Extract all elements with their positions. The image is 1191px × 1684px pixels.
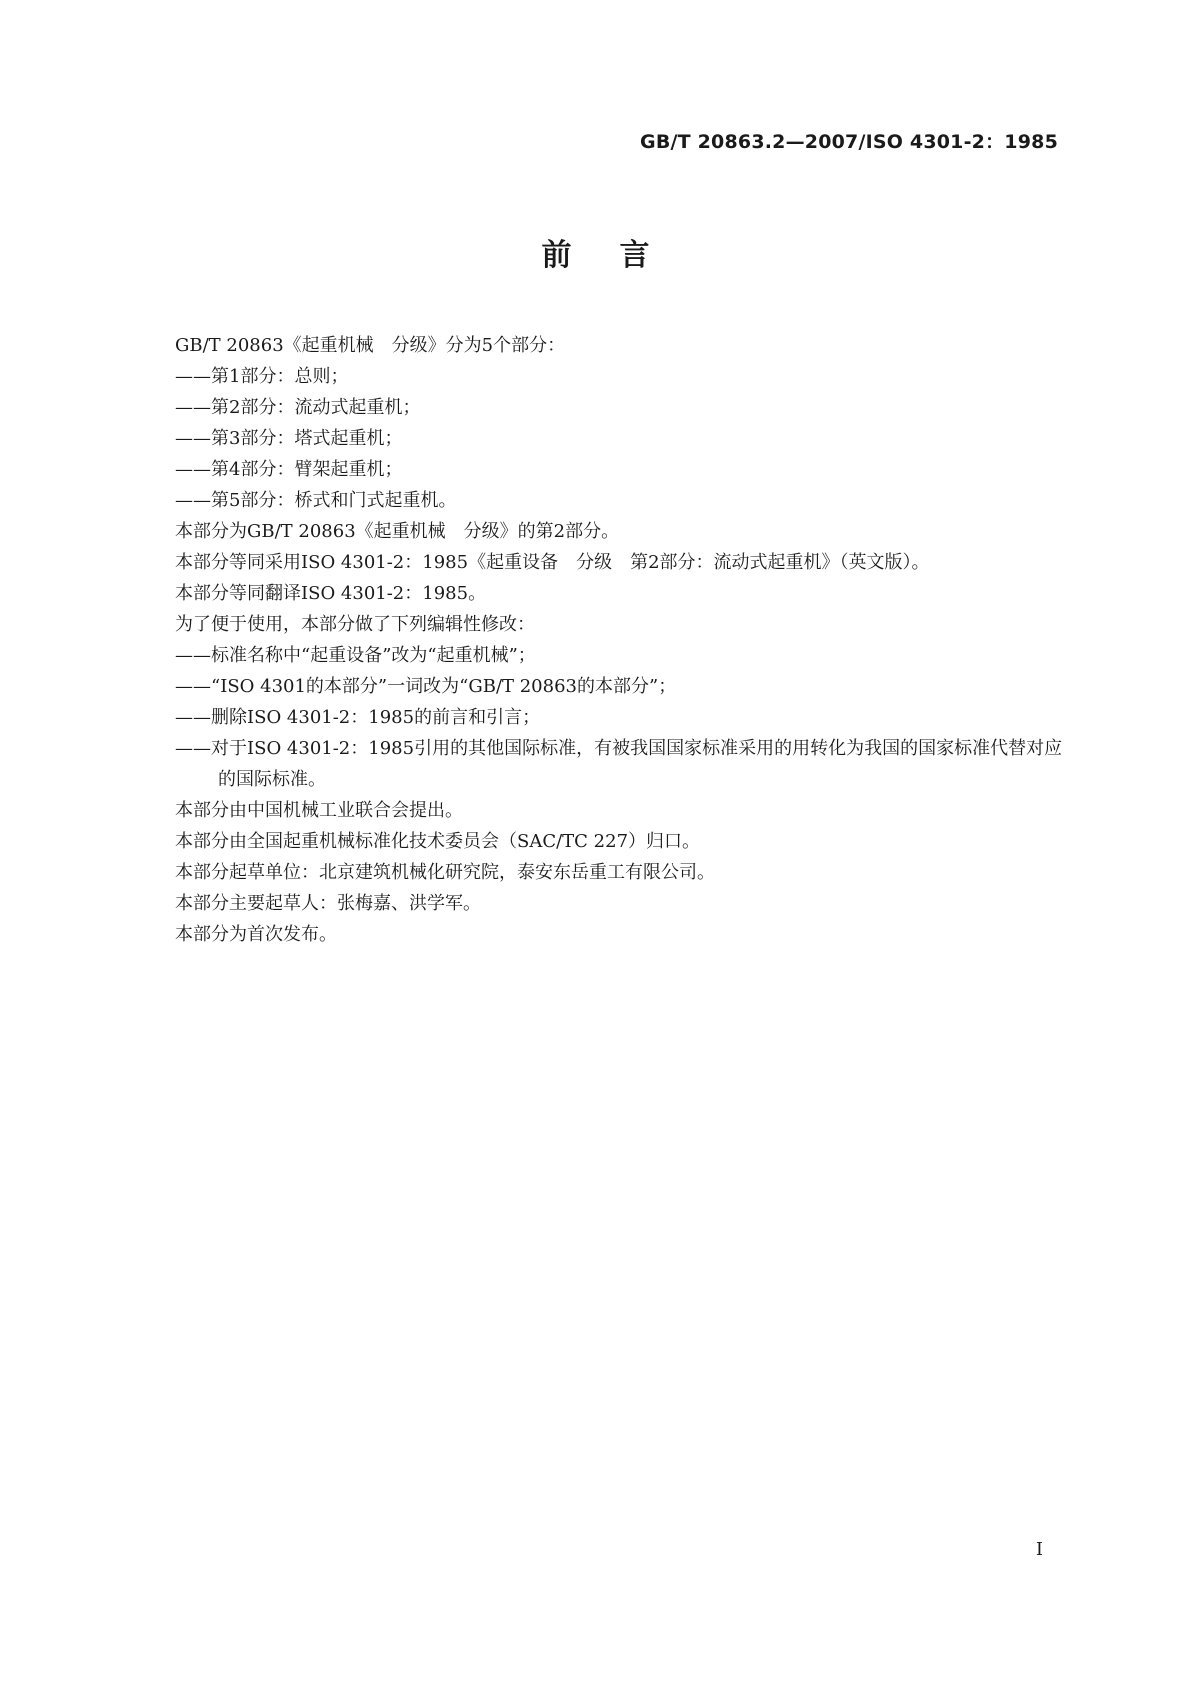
paragraph-line: 本部分等同翻译ISO 4301-2：1985。 (175, 583, 487, 604)
list-item: ——删除ISO 4301-2：1985的前言和引言； (175, 707, 541, 728)
paragraph-line: 本部分等同采用ISO 4301-2：1985《起重设备 分级 第2部分：流动式起重机》（英文版）。 (175, 552, 930, 573)
list-item: ——第1部分：总则； (175, 366, 349, 387)
list-item: ——第2部分：流动式起重机； (175, 397, 421, 418)
list-item: ——标准名称中“起重设备”改为“起重机械”； (175, 645, 536, 666)
page-title: 前言 (541, 238, 698, 273)
paragraph-line: GB/T 20863《起重机械 分级》分为5个部分： (175, 335, 566, 356)
paragraph-line: 本部分由中国机械工业联合会提出。 (175, 800, 463, 821)
foreword-body (175, 330, 1065, 950)
paragraph-line: 为了便于使用，本部分做了下列编辑性修改： (175, 614, 535, 635)
paragraph-line: 本部分起草单位：北京建筑机械化研究院，泰安东岳重工有限公司。 (175, 862, 715, 883)
paragraph-line: 本部分主要起草人：张梅嘉、洪学军。 (175, 893, 481, 914)
standard-code: GB/T 20863.2—2007/ISO 4301-2：1985 (640, 131, 1058, 153)
page-number: I (1035, 1539, 1043, 1560)
list-item: ——“ISO 4301的本部分”一词改为“GB/T 20863的本部分”； (175, 676, 677, 697)
list-item: ——第4部分：臂架起重机； (175, 459, 403, 480)
paragraph-line: 本部分为首次发布。 (175, 924, 337, 945)
paragraph-line: 本部分为GB/T 20863《起重机械 分级》的第2部分。 (175, 521, 620, 542)
list-item-wrapped: ——对于ISO 4301-2：1985引用的其他国际标准，有被我国国家标准采用的用转化为我国的国家标准代替对应的国际标准。 (175, 738, 1063, 790)
paragraph-line: 本部分由全国起重机械标准化技术委员会（SAC/TC 227）归口。 (175, 831, 701, 852)
list-item: ——第5部分：桥式和门式起重机。 (175, 490, 457, 511)
list-item: ——第3部分：塔式起重机； (175, 428, 403, 449)
